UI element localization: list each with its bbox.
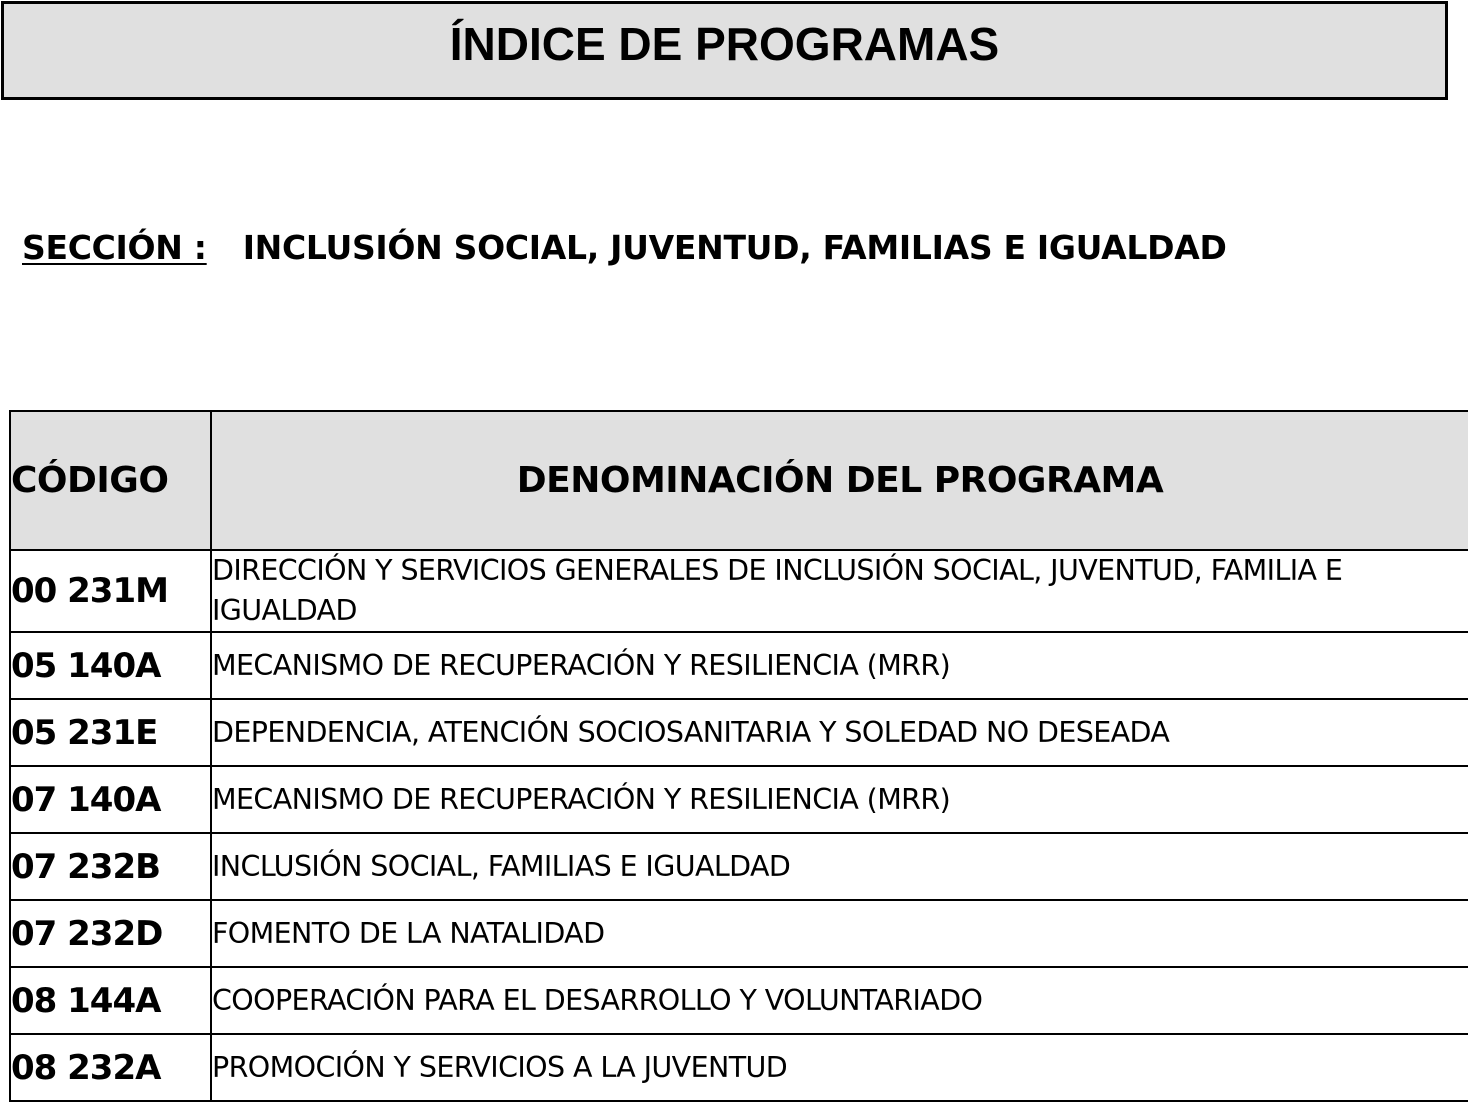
column-header-name: DENOMINACIÓN DEL PROGRAMA [211,411,1468,550]
program-code: 07 232B [10,833,211,900]
table-row [10,550,1468,632]
program-name: FOMENTO DE LA NATALIDAD [211,900,1468,967]
table-row [10,699,1468,766]
program-code: 00 231M [10,550,211,632]
programs-table [9,410,1468,1102]
section-name: INCLUSIÓN SOCIAL, JUVENTUD, FAMILIAS E IGUALDAD [242,228,1227,267]
program-code: 08 144A [10,967,211,1034]
section-heading [22,228,1227,267]
program-code: 07 140A [10,766,211,833]
table-row [10,1034,1468,1101]
table-row [10,632,1468,699]
program-code: 07 232D [10,900,211,967]
column-header-code: CÓDIGO [10,411,211,550]
program-name: PROMOCIÓN Y SERVICIOS A LA JUVENTUD [211,1034,1468,1101]
table-header-row [10,411,1468,550]
table-row [10,833,1468,900]
title-box [1,1,1448,100]
table-row [10,967,1468,1034]
program-code: 05 231E [10,699,211,766]
program-code: 05 140A [10,632,211,699]
program-name: MECANISMO DE RECUPERACIÓN Y RESILIENCIA (MRR) [211,632,1468,699]
program-name: COOPERACIÓN PARA EL DESARROLLO Y VOLUNTARIADO [211,967,1468,1034]
program-name: INCLUSIÓN SOCIAL, FAMILIAS E IGUALDAD [211,833,1468,900]
table-row [10,900,1468,967]
section-label: SECCIÓN : [22,228,207,267]
page-title: ÍNDICE DE PROGRAMAS [449,17,1000,70]
program-name: DEPENDENCIA, ATENCIÓN SOCIOSANITARIA Y SOLEDAD NO DESEADA [211,699,1468,766]
program-code: 08 232A [10,1034,211,1101]
table-row [10,766,1468,833]
program-name: DIRECCIÓN Y SERVICIOS GENERALES DE INCLUSIÓN SOCIAL, JUVENTUD, FAMILIA E IGUALDAD [211,550,1468,632]
program-name: MECANISMO DE RECUPERACIÓN Y RESILIENCIA (MRR) [211,766,1468,833]
